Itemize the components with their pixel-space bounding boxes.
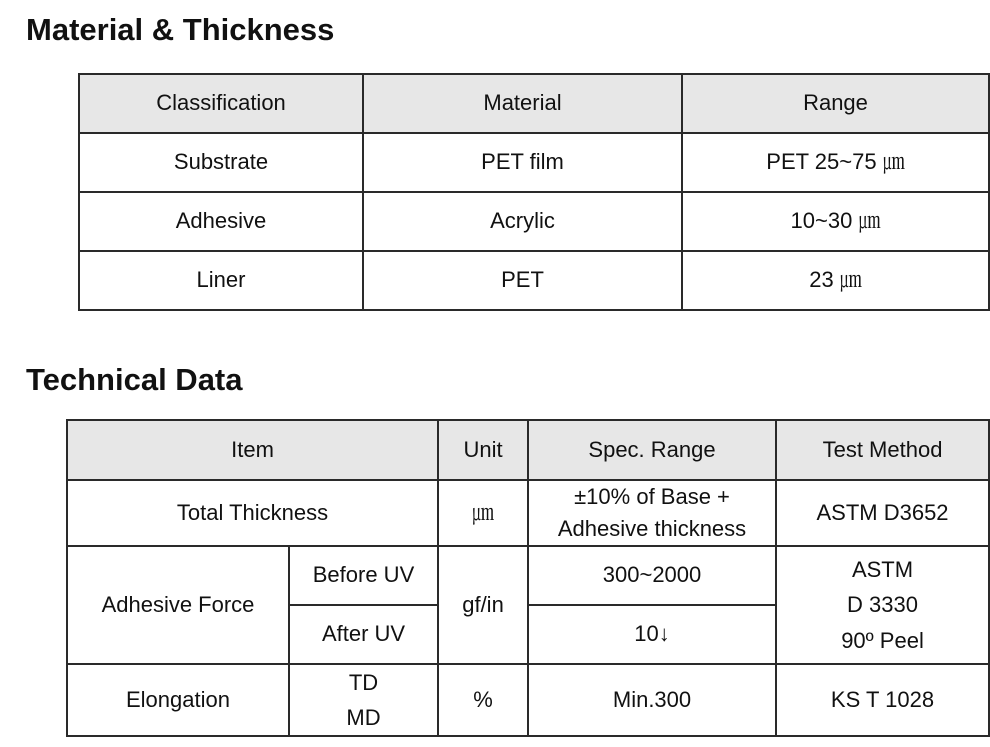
header-test-method: Test Method <box>776 420 989 480</box>
cell-classification: Substrate <box>79 133 363 192</box>
cell-subitem-before-uv: Before UV <box>289 546 438 605</box>
cell-item-elongation: Elongation <box>67 664 289 736</box>
cell-spec: Min.300 <box>528 664 776 736</box>
cell-method: ASTM D3652 <box>776 480 989 546</box>
cell-subitem-after-uv: After UV <box>289 605 438 664</box>
table-row <box>67 546 989 605</box>
cell-method: KS T 1028 <box>776 664 989 736</box>
cell-spec <box>528 480 776 546</box>
cell-unit: % <box>438 664 528 736</box>
table-row <box>79 192 989 251</box>
table-row <box>67 664 989 736</box>
cell-unit: gf/in <box>438 546 528 664</box>
cell-range: 23 ㎛ <box>682 251 989 310</box>
header-item: Item <box>67 420 438 480</box>
cell-item-total-thickness: Total Thickness <box>67 480 438 546</box>
table-row <box>79 251 989 310</box>
cell-spec: 10↓ <box>528 605 776 664</box>
cell-material: PET film <box>363 133 682 192</box>
header-material: Material <box>363 74 682 133</box>
subitem-line: MD <box>346 705 381 731</box>
header-unit: Unit <box>438 420 528 480</box>
cell-material: PET <box>363 251 682 310</box>
spec-line: Adhesive thickness <box>557 516 747 541</box>
header-spec-range: Spec. Range <box>528 420 776 480</box>
table-row <box>79 133 989 192</box>
cell-range: PET 25~75 ㎛ <box>682 133 989 192</box>
cell-spec: 300~2000 <box>528 546 776 605</box>
subitem-line: TD <box>348 670 379 695</box>
spec-line: ±10% of Base + <box>574 484 730 510</box>
table-header-row <box>67 420 989 480</box>
technical-data-table <box>66 419 990 737</box>
method-line: ASTM <box>851 557 914 583</box>
material-thickness-heading: Material & Thickness <box>26 12 335 47</box>
method-line: 90º Peel <box>841 627 924 653</box>
cell-range: 10~30 ㎛ <box>682 192 989 251</box>
cell-method <box>776 546 989 664</box>
method-line: D 3330 <box>847 592 918 618</box>
cell-unit: ㎛ <box>438 480 528 546</box>
cell-item-adhesive-force: Adhesive Force <box>67 546 289 664</box>
material-thickness-table <box>78 73 990 311</box>
cell-subitem-td-md <box>289 664 438 736</box>
header-range: Range <box>682 74 989 133</box>
cell-classification: Liner <box>79 251 363 310</box>
header-classification: Classification <box>79 74 363 133</box>
cell-classification: Adhesive <box>79 192 363 251</box>
cell-material: Acrylic <box>363 192 682 251</box>
technical-data-heading: Technical Data <box>26 362 243 397</box>
table-header-row <box>79 74 989 133</box>
table-row <box>67 480 989 546</box>
